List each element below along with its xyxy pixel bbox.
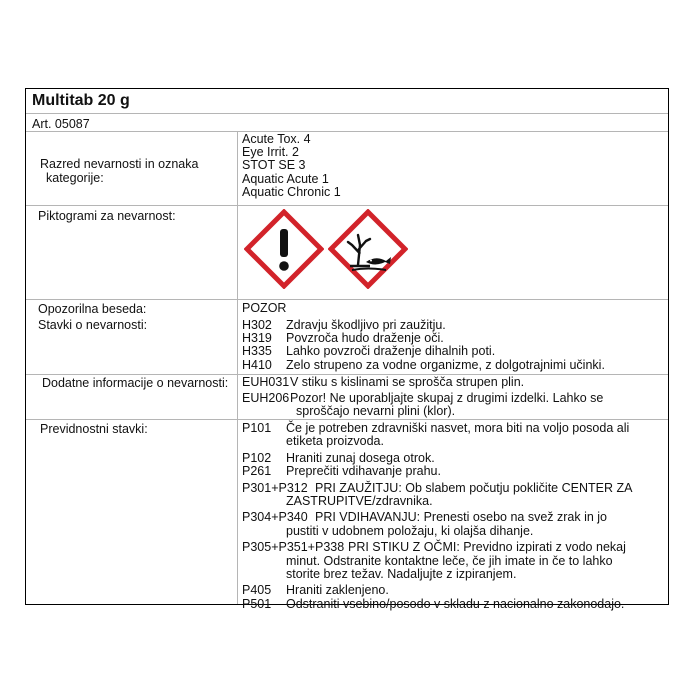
statement-text: Preprečiti vdihavanje prahu. [286,464,441,479]
statement-text: Če je potreben zdravniški nasvet, mora biti na voljo posoda ali [286,421,630,435]
hazard-statements-list [242,319,605,372]
environment-hazard-icon [328,209,408,289]
additional-info-item [242,376,603,389]
statement-text-continued: etiketa proizvoda. [286,434,384,449]
hazard-statement [242,345,605,358]
hazard-class-label-line: kategorije: [46,171,104,185]
statement-text: V stiku s kislinami se sprošča strupen plin. [290,375,525,389]
hazard-class-value: Aquatic Chronic 1 [242,184,341,199]
hazard-statement [242,359,605,372]
additional-info-list [242,376,603,419]
statement-code: P405 [242,583,272,598]
statement-text: Lahko povzroči draženje dihalnih poti. [286,344,496,359]
statement-text-continued: minut. Odstranite kontaktne leče, če jih imate in če to lahko [286,553,613,568]
column-divider [237,131,238,604]
hazard-class-value: Aquatic Acute 1 [242,171,329,186]
statement-text-continued: pustiti v udobnem položaju, ki olajša dihanje. [286,523,534,538]
statement-text: Povzroča hudo draženje oči. [286,331,444,346]
statement-text-continued: storite brez težav. Nadaljujte z izpiranjem. [286,567,517,582]
statement-code: P301+P312 [242,480,308,495]
statement-text: Pozor! Ne uporabljajte skupaj z drugimi izdelki. Lahko se [290,391,604,406]
statement-code: H410 [242,357,272,372]
statement-text: Odstraniti vsebino/posodo v skladu z nacionalno zakonodajo. [286,596,625,611]
statement-code: H302 [242,318,272,332]
statement-code: P261 [242,464,272,479]
pictograms-label: Piktogrami za nevarnost: [38,209,176,223]
statement-text: Hraniti zaklenjeno. [286,583,389,598]
article-number: Art. 05087 [32,117,90,131]
hazard-statements-label: Stavki o nevarnosti: [38,318,148,332]
statement-text: Zelo strupeno za vodne organizme, z dolgotrajnimi učinki. [286,357,605,372]
statement-code: EUH206 [242,391,290,406]
statement-text: PRI ZAUŽITJU: Ob slabem počutju pokličite CENTER ZA [315,480,633,495]
statement-code: P102 [242,450,272,465]
safety-label-table [25,88,669,611]
statement-text-continued: ZASTRUPITVE/zdravnika. [286,494,433,509]
product-title: Multitab 20 g [32,92,130,109]
row-divider [26,131,668,132]
precautionary-label: Previdnostni stavki: [40,422,148,436]
precautionary-list [242,422,632,611]
statement-text: Hraniti zunaj dosega otrok. [286,450,435,465]
hazard-class-label-line: Razred nevarnosti in oznaka [40,157,199,171]
signal-word-value: POZOR [242,301,287,315]
statement-code: P101 [242,421,272,435]
statement-code: H335 [242,344,272,359]
statement-code: P501 [242,596,272,611]
row-divider [26,113,668,114]
signal-word-label: Opozorilna beseda: [38,302,147,316]
row-divider [26,205,668,206]
statement-code: EUH031 [242,375,290,389]
hazard-class-label [40,157,198,185]
statement-text: PRI VDIHAVANJU: Prenesti osebo na svež zrak in jo [315,510,608,525]
statement-code: P305+P351+P338 [242,540,345,555]
hazard-class-value: Eye Irrit. 2 [242,145,299,160]
statement-code: H319 [242,331,272,346]
statement-code: P304+P340 [242,510,308,525]
statement-text: Zdravju škodljivo pri zaužitju. [286,318,446,332]
statement-text-continued: sproščajo nevarni plini (klor). [296,404,456,419]
hazard-class-value: Acute Tox. 4 [242,132,311,146]
hazard-class-value: STOT SE 3 [242,158,306,173]
row-divider [26,419,668,420]
exclamation-mark-icon [244,209,324,289]
statement-text: PRI STIKU Z OČMI: Previdno izpirati z vodo nekaj [348,540,626,555]
additional-info-label: Dodatne informacije o nevarnosti: [42,376,229,390]
hazard-class-values [242,133,341,199]
row-divider [26,299,668,300]
